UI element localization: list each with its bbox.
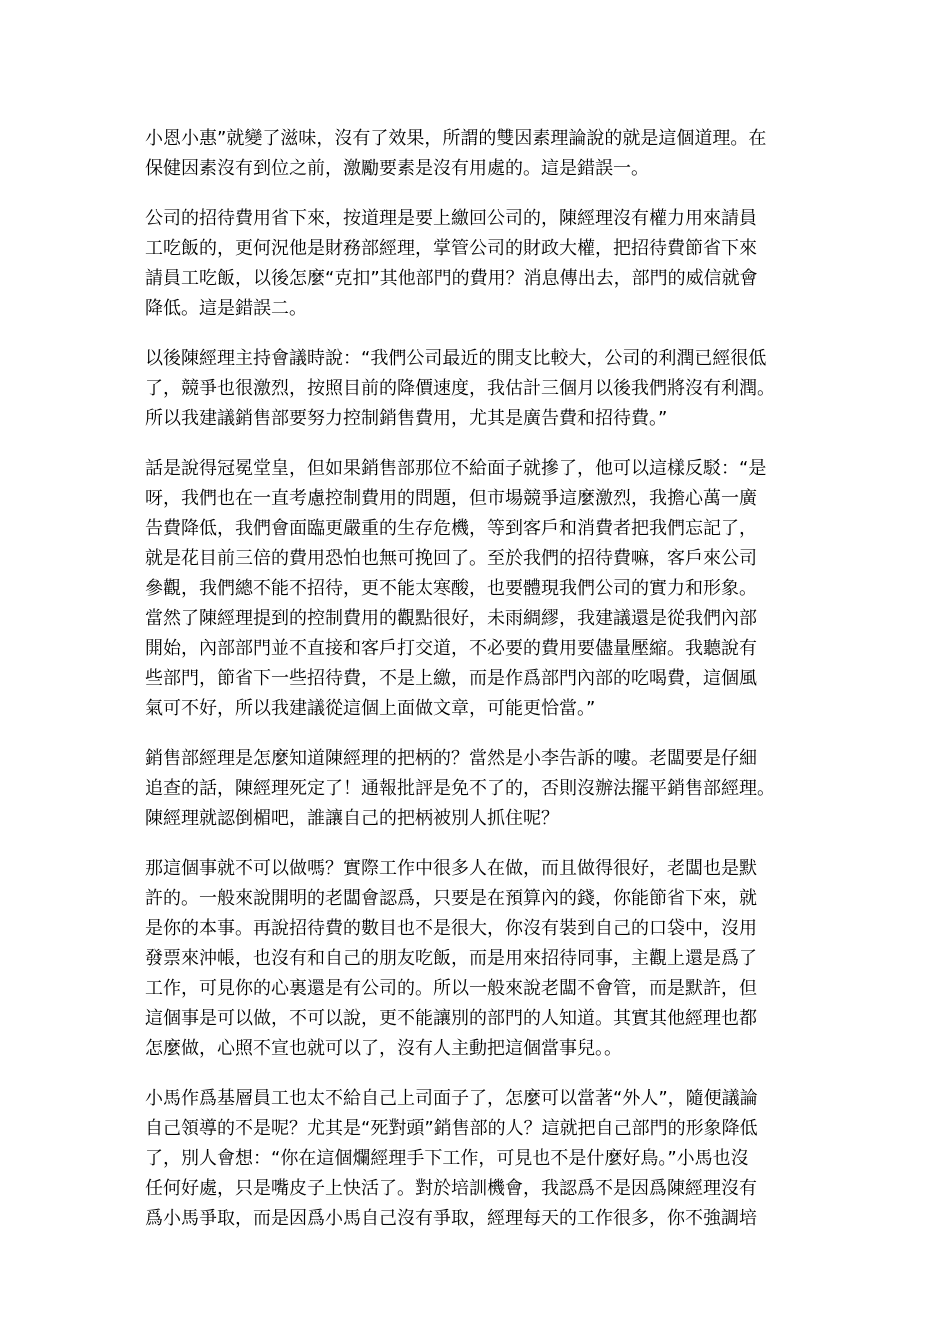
- text-line: 當然了陳經理提到的控制費用的觀點很好，未雨綢繆，我建議還是從我們內部: [145, 608, 757, 629]
- text-line: 開始，內部部門並不直接和客戶打交道，不必要的費用要儘量壓縮。我聽說有: [145, 638, 757, 659]
- text-line: 了，競爭也很激烈，按照目前的降價速度，我估計三個月以後我們將沒有利潤。: [145, 378, 775, 399]
- paragraph-7: [145, 1084, 807, 1234]
- text-line: 公司的招待費用省下來，按道理是要上繳回公司的，陳經理沒有權力用來請員: [145, 208, 757, 229]
- text-line: 追查的話，陳經理死定了！通報批評是免不了的，否則沒辦法擺平銷售部經理。: [145, 778, 775, 799]
- text-line: 氣可不好，所以我建議從這個上面做文章，可能更恰當。”: [145, 698, 596, 719]
- text-line: 些部門，節省下一些招待費，不是上繳，而是作爲部門內部的吃喝費，這個風: [145, 668, 757, 689]
- text-line: 話是說得冠冕堂皇，但如果銷售部那位不給面子就摻了，他可以這樣反駁：“是: [145, 458, 767, 479]
- text-line: 小馬作爲基層員工也太不給自己上司面子了，怎麼可以當著“外人”，隨便議論: [145, 1088, 758, 1109]
- text-line: 小恩小惠”就變了滋味，沒有了效果，所謂的雙因素理論說的就是這個道理。在: [145, 128, 767, 149]
- text-line: 降低。這是錯誤二。: [145, 298, 307, 319]
- paragraph-4: [145, 454, 807, 724]
- paragraph-6: [145, 854, 807, 1064]
- text-line: 參觀，我們總不能不招待，更不能太寒酸，也要體現我們公司的實力和形象。: [145, 578, 757, 599]
- paragraph-1: [145, 124, 807, 184]
- text-line: 自己領導的不是呢？尤其是“死對頭”銷售部的人？這就把自己部門的形象降低: [145, 1118, 758, 1139]
- text-line: 銷售部經理是怎麼知道陳經理的把柄的？當然是小李告訴的嘍。老闆要是仔細: [145, 748, 757, 769]
- text-line: 保健因素沒有到位之前，激勵要素是沒有用處的。這是錯誤一。: [145, 158, 649, 179]
- paragraph-2: [145, 204, 807, 324]
- text-line: 爲小馬爭取，而是因爲小馬自己沒有爭取，經理每天的工作很多，你不強調培: [145, 1208, 757, 1229]
- text-line: 這個事是可以做，不可以說，更不能讓別的部門的人知道。其實其他經理也都: [145, 1008, 757, 1029]
- text-line: 怎麼做，心照不宣也就可以了，沒有人主動把這個當事兒。。: [145, 1038, 622, 1059]
- paragraph-5: [145, 744, 807, 834]
- text-line: 就是花目前三倍的費用恐怕也無可挽回了。至於我們的招待費嘛，客戶來公司: [145, 548, 757, 569]
- text-line: 請員工吃飯，以後怎麼“克扣”其他部門的費用？消息傳出去，部門的威信就會: [145, 268, 758, 289]
- text-line: 是你的本事。再說招待費的數目也不是很大，你沒有裝到自己的口袋中，沒用: [145, 918, 757, 939]
- document-body: [145, 124, 807, 1254]
- text-line: 發票來沖帳，也沒有和自己的朋友吃飯，而是用來招待同事，主觀上還是爲了: [145, 948, 757, 969]
- text-line: 許的。一般來說開明的老闆會認爲，只要是在預算內的錢，你能節省下來，就: [145, 888, 757, 909]
- text-line: 告費降低，我們會面臨更嚴重的生存危機，等到客戶和消費者把我們忘記了，: [145, 518, 757, 539]
- text-line: 陳經理就認倒楣吧，誰讓自己的把柄被別人抓住呢？: [145, 808, 559, 829]
- text-line: 那這個事就不可以做嗎？實際工作中很多人在做，而且做得很好，老闆也是默: [145, 858, 757, 879]
- text-line: 呀，我們也在一直考慮控制費用的問題，但市場競爭這麼激烈，我擔心萬一廣: [145, 488, 757, 509]
- text-line: 任何好處，只是嘴皮子上快活了。對於培訓機會，我認爲不是因爲陳經理沒有: [145, 1178, 757, 1199]
- text-line: 工吃飯的，更何況他是財務部經理，掌管公司的財政大權，把招待費節省下來: [145, 238, 757, 259]
- text-line: 所以我建議銷售部要努力控制銷售費用，尤其是廣告費和招待費。”: [145, 408, 668, 429]
- text-line: 了，別人會想：“你在這個爛經理手下工作，可見也不是什麼好鳥。”小馬也沒: [145, 1148, 749, 1169]
- text-line: 以後陳經理主持會議時說：“我們公司最近的開支比較大，公司的利潤已經很低: [145, 348, 767, 369]
- paragraph-3: [145, 344, 807, 434]
- text-line: 工作，可見你的心裏還是有公司的。所以一般來說老闆不會管，而是默許，但: [145, 978, 757, 999]
